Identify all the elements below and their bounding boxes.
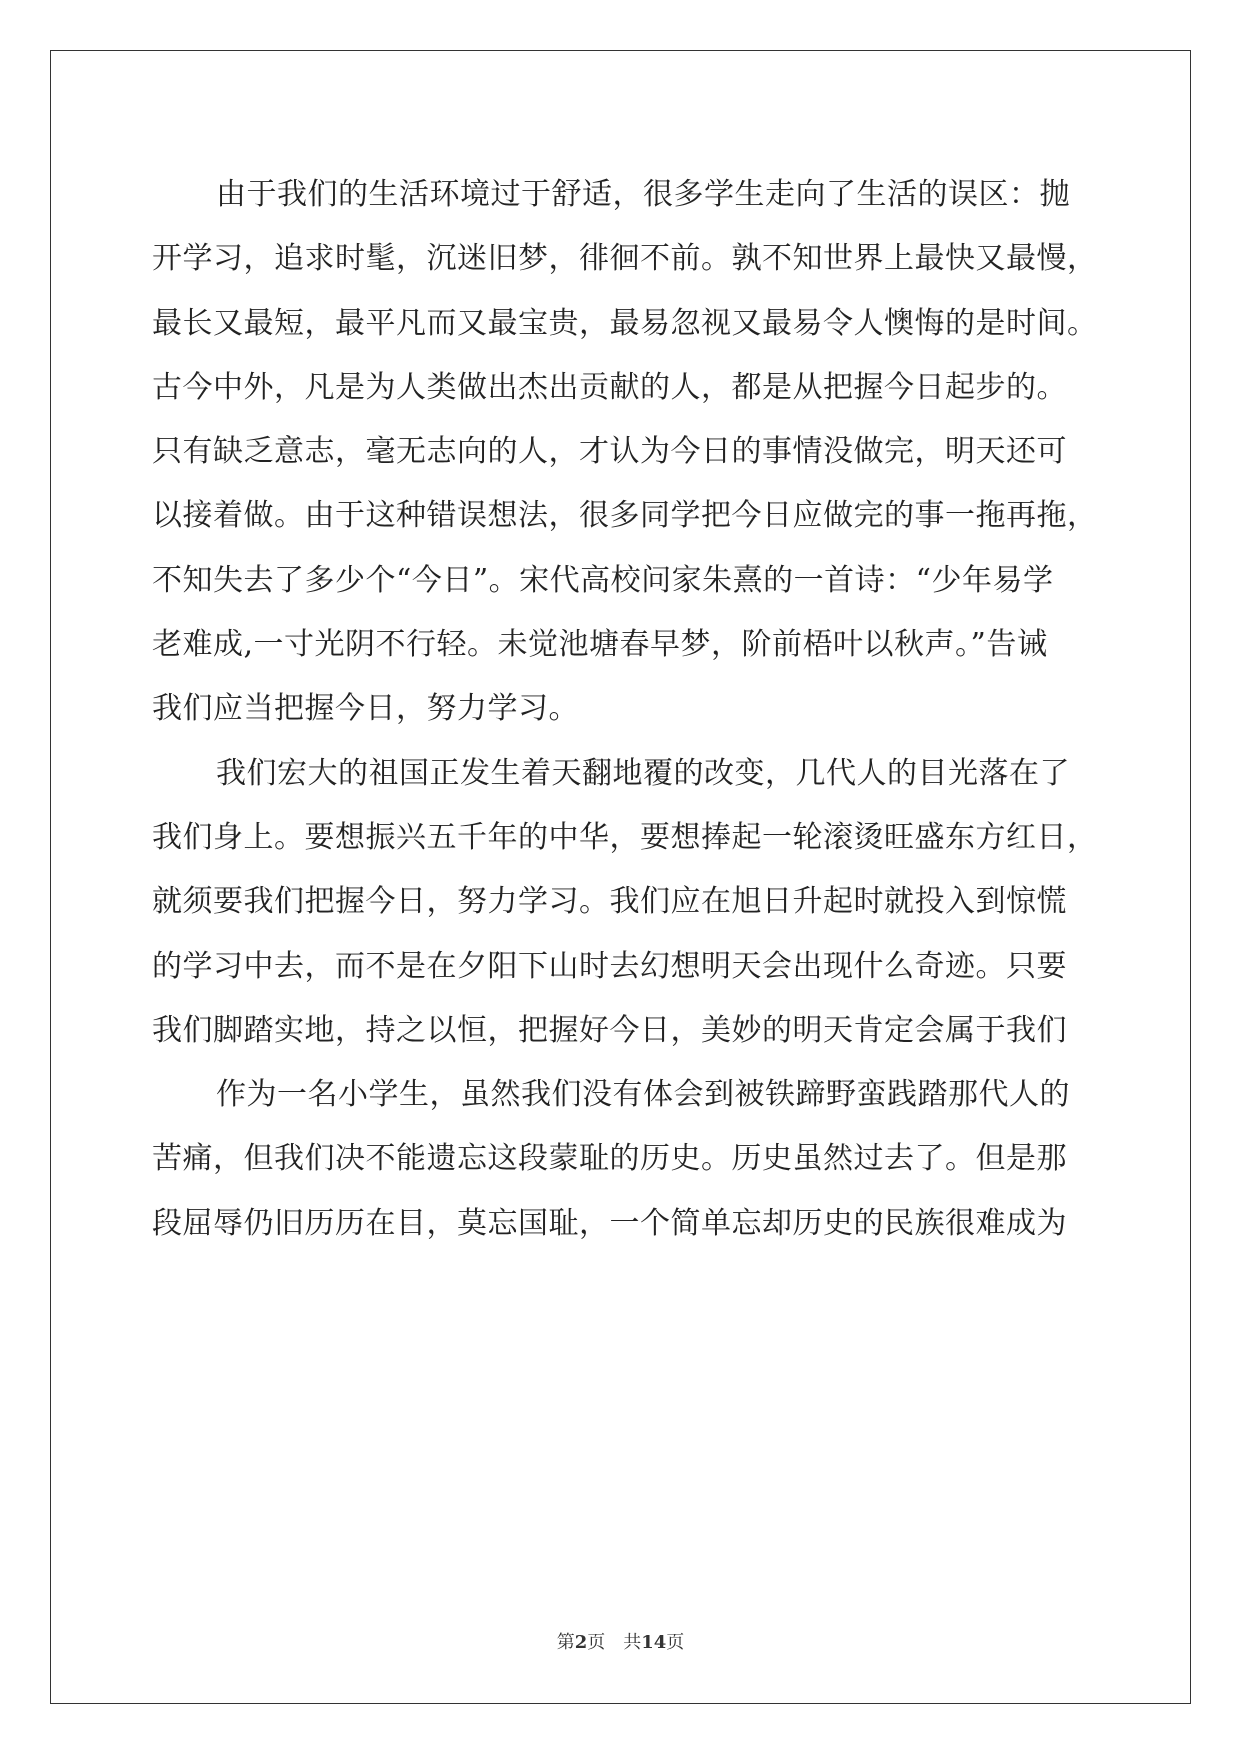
paragraph-3-line-1: 作为一名小学生，虽然我们没有体会到被铁蹄野蛮践踏那代人的 xyxy=(216,1077,1070,1113)
paragraph-2-line-1: 我们宏大的祖国正发生着天翻地覆的改变，几代人的目光落在了 xyxy=(216,755,1070,791)
paragraph-2-line-4: 的学习中去，而不是在夕阳下山时去幻想明天会出现什么奇迹。只要 xyxy=(152,948,1067,984)
paragraph-1-line-8: 老难成,一寸光阴不行轻。未觉池塘春早梦，阶前梧叶以秋声。”告诫 xyxy=(152,627,1048,663)
paragraph-1-line-1: 由于我们的生活环境过于舒适，很多学生走向了生活的误区：抛 xyxy=(216,177,1070,212)
paragraph-2-line-2: 我们身上。要想振兴五千年的中华，要想捧起一轮滚烫旺盛东方红日， xyxy=(152,819,1098,855)
paragraph-3-line-3: 段屈辱仍旧历历在目，莫忘国耻，一个简单忘却历史的民族很难成为 xyxy=(152,1205,1067,1241)
current-page-number: 2 xyxy=(574,1632,588,1653)
page-footer xyxy=(0,1628,1241,1654)
paragraph-2-line-5: 我们脚踏实地，持之以恒，把握好今日，美妙的明天肯定会属于我们 xyxy=(152,1012,1067,1048)
paragraph-1-line-7: 不知失去了多少个“今日”。宋代高校问家朱熹的一首诗：“少年易学 xyxy=(152,562,1054,598)
total-page-count: 14 xyxy=(641,1632,667,1653)
paragraph-3-line-2: 苦痛，但我们决不能遗忘这段蒙耻的历史。历史虽然过去了。但是那 xyxy=(152,1141,1067,1177)
paragraph-2-line-3: 就须要我们把握今日，努力学习。我们应在旭日升起时就投入到惊慌 xyxy=(152,884,1067,920)
paragraph-1-line-2: 开学习，追求时髦，沉迷旧梦，徘徊不前。孰不知世界上最快又最慢， xyxy=(152,241,1098,277)
total-suffix: 页 xyxy=(666,1632,685,1653)
paragraph-1-line-4: 古今中外，凡是为人类做出杰出贡献的人，都是从把握今日起步的。 xyxy=(152,369,1067,405)
paragraph-1-line-6: 以接着做。由于这种错误想法，很多同学把今日应做完的事一拖再拖， xyxy=(152,498,1098,534)
paragraph-1-line-9: 我们应当把握今日，努力学习。 xyxy=(152,691,579,727)
document-body xyxy=(152,163,1098,1256)
paragraph-1-line-3: 最长又最短，最平凡而又最宝贵，最易忽视又最易令人懊悔的是时间。 xyxy=(152,305,1098,341)
page-prefix: 第 xyxy=(556,1632,575,1653)
paragraph-1-line-5: 只有缺乏意志，毫无志向的人，才认为今日的事情没做完，明天还可 xyxy=(152,434,1067,470)
page-suffix: 页 xyxy=(587,1632,606,1653)
total-prefix: 共 xyxy=(623,1632,642,1653)
